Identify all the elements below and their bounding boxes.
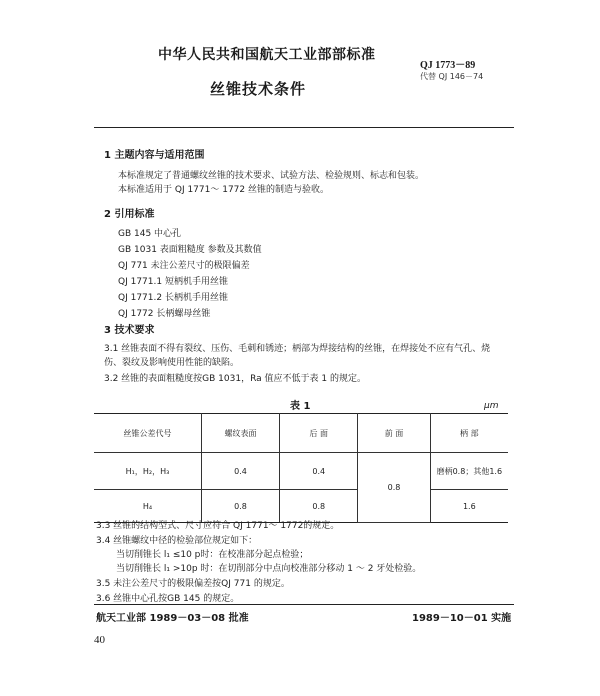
- clause-3-1-line-2: 伤、裂纹及影响使用性能的缺陷。: [104, 358, 240, 368]
- top-divider: [94, 127, 514, 128]
- table-cell: 磨柄0.8；其他1.6: [430, 453, 508, 490]
- clause-3-3: 3.3 丝锥的结构型式、尺寸应符合 QJ 1771～ 1772的规定。: [96, 521, 340, 531]
- table-cell: 0.4: [201, 453, 279, 490]
- clause-3-5: 3.5 未注公差尺寸的极限偏差按QJ 771 的规定。: [96, 579, 290, 589]
- table-cell: 0.4: [280, 453, 358, 490]
- clause-3-1-line-1: 3.1 丝锥表面不得有裂纹、压伤、毛刺和锈迹；柄部为焊接结构的丝锥，在焊接处不应有气孔、烧: [104, 344, 491, 354]
- clause-3-2: 3.2 丝锥的表面粗糙度按GB 1031，Ra 值应不低于表 1 的规定。: [104, 374, 366, 384]
- table-cell: 1.6: [430, 490, 508, 523]
- reference-item: QJ 1771.2 长柄机手用丝锥: [118, 293, 228, 303]
- section-1-paragraph-2: 本标准适用于 QJ 1771～ 1772 丝锥的制造与验收。: [118, 185, 329, 195]
- table-cell: H₁，H₂，H₃: [94, 453, 201, 490]
- table-unit: μm: [484, 401, 499, 411]
- clause-3-4-item-a: 当切削锥长 l₁ ≤10 p时：在校准部分起点检验；: [116, 550, 309, 560]
- table-cell: H₄: [94, 490, 201, 523]
- clause-3-6: 3.6 丝锥中心孔按GB 145 的规定。: [96, 594, 240, 604]
- table-header: 螺纹表面: [201, 414, 279, 453]
- reference-item: GB 145 中心孔: [118, 229, 182, 239]
- ministry-header: 中华人民共和国航天工业部部标准: [158, 47, 376, 63]
- section-3-heading: 3 技术要求: [104, 325, 155, 336]
- table-cell: 0.8: [358, 453, 430, 523]
- reference-item: GB 1031 表面粗糙度 参数及其数值: [118, 245, 262, 255]
- document-title: 丝锥技术条件: [210, 80, 307, 98]
- table-cell: 0.8: [280, 490, 358, 523]
- section-1-heading: 1 主题内容与适用范围: [104, 150, 205, 161]
- section-1-paragraph-1: 本标准规定了普通螺纹丝锥的技术要求、试验方法、检验规则、标志和包装。: [118, 171, 425, 181]
- clause-3-4: 3.4 丝锥螺纹中径的检验部位规定如下：: [96, 536, 258, 546]
- table-header: 丝锥公差代号: [94, 414, 201, 453]
- footer-divider: [94, 604, 514, 605]
- replaces-note: 代替 QJ 146－74: [420, 72, 484, 81]
- table-header: 柄 部: [430, 414, 508, 453]
- table-title: 表 1: [290, 401, 311, 412]
- reference-item: QJ 771 未注公差尺寸的极限偏差: [118, 261, 250, 271]
- clause-3-4-item-b: 当切削锥长 l₁ >10p 时：在切削部分中点向校准部分移动 1 ～ 2 牙处检验。: [116, 564, 422, 574]
- implementation-date: 1989－10－01 实施: [412, 613, 512, 624]
- page-number: 40: [94, 634, 105, 646]
- reference-item: QJ 1772 长柄螺母丝锥: [118, 309, 211, 319]
- approval-date: 航天工业部 1989－03－08 批准: [96, 613, 249, 624]
- table-cell: 0.8: [201, 490, 279, 523]
- table-header: 后 面: [280, 414, 358, 453]
- section-2-heading: 2 引用标准: [104, 209, 155, 220]
- table-header: 前 面: [358, 414, 430, 453]
- standard-code: QJ 1773－89: [420, 60, 476, 71]
- roughness-table: [94, 413, 508, 523]
- reference-item: QJ 1771.1 短柄机手用丝锥: [118, 277, 228, 287]
